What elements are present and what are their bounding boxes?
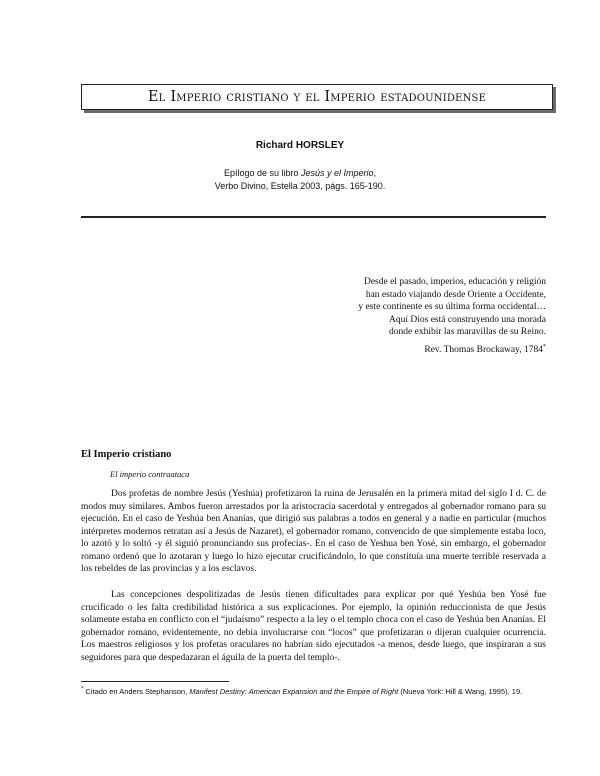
epigraph-line: Desde el pasado, imperios, educación y religión (363, 277, 546, 287)
book-title: Jesús y el Imperio (301, 168, 374, 178)
source-line-1: Epílogo de su libro Jesús y el Imperio, (223, 168, 377, 178)
footnote-mark: * (81, 686, 84, 693)
footnote-reference[interactable]: * (543, 343, 546, 350)
epigraph-line: han estado viajando desde Oriente a Occidente, (365, 289, 546, 300)
epigraph-line: y este continente es su última forma occidental… (358, 302, 546, 312)
epigraph-attribution: Rev. Thomas Brockaway, 1784* (424, 343, 546, 355)
source-line-2: Verbo Divino, Estella 2003, págs. 165-190. (214, 180, 386, 191)
epigraph-line: Aquí Dios está construyendo una morada (389, 314, 546, 325)
author-name: Richard HORSLEY (255, 140, 345, 151)
body-paragraph: Dos profetas de nombre Jesús (Yeshúa) profetizaron la ruina de Jerusalén en la primera mitad del siglo I d. C. de modos muy similares. Ambos fueron arrestados por la aristocracia sacerdotal y entregados al gobernador romano para su ejecución. En el caso de Yeshúa ben Ananías, que dirigió sus palabras a todos en general y a nadie en particular (muchos intérpretes modernos retratan así a Jesús de Nazaret), el gobernador romano, convencido de que simplemente estaba loco, lo azotó y lo soltó -y él siguió pronunciando sus profecías-. En el caso de Yeshua ben Yosé, sin embargo, el gobernador romano ordenó que lo azotaran y luego lo hizo ejecutar crucificándolo, lo que constituía una muerte terrible reservada a los rebeldes de las provincias y a los esclavos. (81, 489, 546, 574)
source-citation (0, 167, 600, 192)
footnote-divider (81, 681, 229, 682)
epigraph (358, 276, 546, 356)
section-heading: El Imperio cristiano (81, 449, 172, 460)
footnote-book-title: Manifest Destiny: American Expansion and the Empire of Right (189, 687, 399, 696)
section-subheading: El imperio contraataca (110, 469, 190, 479)
body-paragraph: Las concepciones despolitizadas de Jesús tienen dificultades para explicar por qué Yeshúa ben Yosé fue crucificado o les falta credibilidad histórica a sus explicaciones. Por ejemplo, la opinión reduccionista de que Jesús solamente estaba en conflicto con el “judaísmo” respecto a la ley o el templo choca con el caso de Yeshúa ben Ananías. El gobernador romano, evidentemente, no debía involucrarse con “locos” que profetizaran o dijeran cualquier ocurrencia. Los maestros religiosos y los profetas oraculares no habrían sido ejecutados -a menos, desde luego, que inspiraran a sus seguidores para que despedazaran el águila de la puerta del templo-. (81, 590, 546, 663)
header-divider (81, 216, 546, 218)
footnote: * Citado en Anders Stephanson, Manifest Destiny: American Expansion and the Empire of Right (Nueva York: Hill & Wang, 1995), 19. (81, 686, 523, 696)
epigraph-line: donde exhibir las maravillas de su Reino. (389, 327, 546, 337)
article-title: El Imperio cristiano y el Imperio estadounidense (81, 84, 553, 110)
